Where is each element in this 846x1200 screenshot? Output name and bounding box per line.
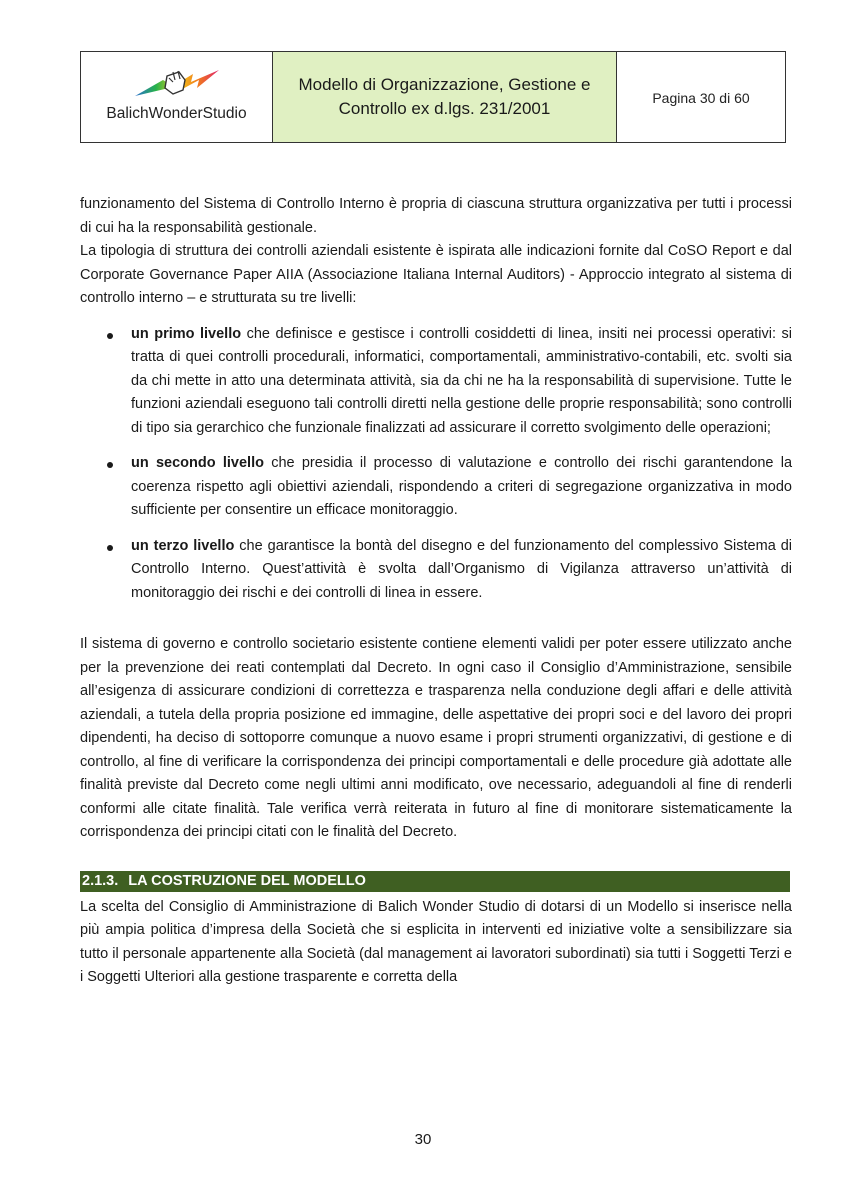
- document-title-line2: Controllo ex d.lgs. 231/2001: [338, 99, 551, 118]
- document-title: [273, 52, 617, 142]
- bullet-icon: [107, 545, 113, 551]
- page-indicator: Pagina 30 di 60: [652, 90, 750, 106]
- rainbow-hand-logo-icon: [133, 66, 223, 106]
- bullet-icon: [107, 333, 113, 339]
- document-title-line1: Modello di Organizzazione, Gestione e: [298, 75, 591, 94]
- footer-page-number: 30: [414, 1131, 432, 1148]
- levels-list: [80, 323, 792, 606]
- list-item-text: che presidia il processo di valutazione e controllo dei rischi garantendone la coerenza rispetto agli obiettivi aziendali, rispondendo a criteri di segregazione organizzativa in modo sufficiente per consentire un efficace monitoraggio.: [131, 455, 793, 518]
- document-body: [80, 193, 792, 990]
- section-heading: [80, 871, 790, 892]
- list-item: [80, 452, 792, 523]
- list-item-bold: un secondo livello: [131, 455, 264, 471]
- list-item-text: che garantisce la bontà del disegno e del funzionamento del complessivo Sistema di Controllo Interno. Quest’attività è svolta dall’Organismo di Vigilanza attraverso un’attività di monitoraggio dei rischi e dei controlli di linea in essere.: [131, 537, 792, 601]
- logo-text: BalichWonderStudio: [106, 105, 247, 122]
- list-item-bold: un primo livello: [131, 325, 242, 342]
- list-item-bold: un terzo livello: [131, 537, 235, 554]
- bullet-icon: [107, 462, 113, 468]
- paragraph-intro: funzionamento del Sistema di Controllo Interno è propria di ciascuna struttura organizzativa per tutti i processi di cui ha la responsabilità gestionale.: [80, 196, 792, 236]
- logo-cell: [81, 52, 273, 142]
- paragraph-governance: Il sistema di governo e controllo societario esistente contiene elementi validi per poter essere utilizzato anche per la prevenzione dei reati contemplati dal Decreto. In ogni caso il Consiglio d’Amministrazione, sensibile all’esigenza di assicurare condizioni di correttezza e trasparenza nella conduzione degli affari e delle attività aziendali, a tutela della propria posizione ed immagine, delle aspettative dei propri soci e del lavoro dei propri dipendenti, ha deciso di sottoporre comunque a nuovo esame i propri strumenti organizzativi, di gestione e di controllo, al fine di verificare la corrispondenza dei principi comportamentali e delle procedure già adottate alle finalità previste dal Decreto come negli ultimi anni modificato, ove necessario, adeguandoli al fine di renderli conformi alle citate finalità. Tale verifica verrà reiterata in futuro al fine di monitorare sistematicamente la corrispondenza dei principi citati con le finalità del Decreto.: [80, 636, 792, 840]
- list-item-text: che definisce e gestisce i controlli cosiddetti di linea, insiti nei processi operativi: si tratta di quei controlli procedurali, informatici, comportamentali, amministrativo-contabili, etc. svolti sia da chi mette in atto una determinata attività, sia da chi ne ha la responsabilità di supervisione. Tutte le funzioni aziendali eseguono tali controlli diretti nella gestione delle proprie responsabilità; sono controlli di tipo sia gerarchico che funzionale finalizzati ad assicurare il corretto svolgimento delle operazioni;: [131, 325, 792, 436]
- section-title: LA COSTRUZIONE DEL MODELLO: [128, 872, 366, 889]
- list-item: [80, 323, 792, 441]
- paragraph-structure: La tipologia di struttura dei controlli aziendali esistente è ispirata alle indicazioni fornite dal CoSO Report e dal Corporate Governance Paper AIIA (Associazione Italiana Internal Auditors) - Approccio integrato al sistema di controllo interno – e strutturata su tre livelli:: [80, 243, 792, 306]
- section-number: 2.1.3.: [82, 872, 119, 889]
- list-item: [80, 535, 792, 606]
- page-header: [80, 51, 786, 143]
- paragraph-model: La scelta del Consiglio di Amministrazione di Balich Wonder Studio di dotarsi di un Modello si inserisce nella più ampia politica d’impresa della Società che si esplicita in interventi ed iniziative volte a sensibilizzare sia tutto il personale appartenente alla Società (dal management ai lavoratori subordinati) sia tutti i Soggetti Terzi e i Soggetti Ulteriori alla gestione trasparente e corretta della: [80, 898, 792, 985]
